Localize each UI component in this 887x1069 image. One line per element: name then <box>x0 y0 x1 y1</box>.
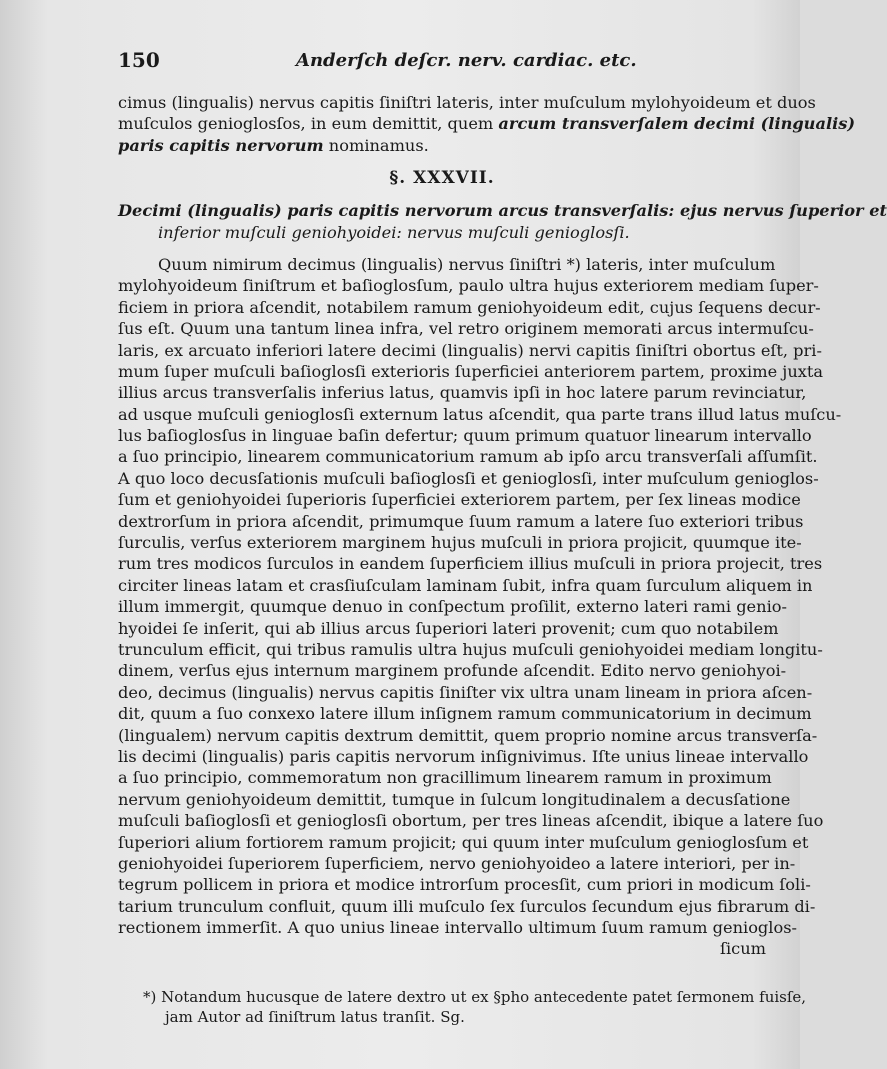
body-line: tarium trunculum confluit, quum illi muſculo ſex ſurculos ſecundum ejus fibrarum di- <box>118 896 816 916</box>
intro-line-2 <box>118 113 856 134</box>
footnote <box>143 987 807 1027</box>
body-line: rum tres modicos ſurculos in eandem ſuperficiem illius muſculi in priora projecit, tres <box>118 554 823 574</box>
body-line: A quo loco decusſationis muſculi baſioglosſi et genioglosſi, inter muſculum genioglos- <box>118 468 819 488</box>
page-header <box>118 48 718 78</box>
body-line: dinem, verſus ejus internum marginem profunde aſcendit. Edito nervo geniohyoi- <box>118 661 787 681</box>
intro-line-3 <box>118 135 766 156</box>
body-line: a ſuo principio, commemoratum non gracillimum linearem ramum in proximum <box>118 768 772 788</box>
body-line: illum immergit, quumque denuo in conſpectum proſilit, externo lateri rami genio- <box>118 597 787 617</box>
intro-line-3-italic: paris capitis nervorum <box>118 135 324 155</box>
body-line: illius arcus transverſalis inferius latus, quamvis ipſi in hoc latere parum revinciatur, <box>118 383 807 403</box>
body-line: laris, ex arcuato inferiori latere decimi (lingualis) nervi capitis ſiniſtri obortus eſt, pri- <box>118 340 822 360</box>
body-line: Quum nimirum decimus (lingualis) nervus ſiniſtri *) lateris, inter muſculum <box>158 254 776 274</box>
body-line: ſum et geniohyoidei ſuperioris ſuperficiei exteriorem partem, per ſex lineas modice <box>118 490 801 510</box>
body-line: ficiem in priora aſcendit, notabilem ramum geniohyoideum edit, cujus ſequens decur- <box>118 297 821 317</box>
body-line: ad usque muſculi genioglosſi externum latus aſcendit, qua parte trans illud latus muſcu- <box>118 404 842 424</box>
body-line: mylohyoideum ſiniſtrum et baſioglosſum, paulo ultra hujus exteriorem mediam ſuper- <box>118 276 819 296</box>
body-line: a ſuo principio, linearem communicatorium ramum ab ipſo arcu transverſali aſſumſit. <box>118 447 818 467</box>
intro-line-1: cimus (lingualis) nervus capitis ſiniſtri lateris, inter muſculum mylohyoideum et duos <box>118 93 816 112</box>
body-line: ſuperiori alium fortiorem ramum projicit; qui quum inter muſculum genioglosſum et <box>118 832 809 852</box>
intro-line-3-plain: nominamus. <box>323 135 429 155</box>
section-subtitle-line-1: Decimi (lingualis) paris capitis nervorum arcus transverſalis: ejus nervus ſuperior et <box>118 201 887 221</box>
body-paragraph <box>118 254 842 939</box>
body-line: ſus eſt. Quum una tantum linea infra, vel retro originem memorati arcus intermuſcu- <box>118 319 814 339</box>
body-line: hyoidei ſe inſerit, qui ab illius arcus ſuperiori lateri provenit; cum quo notabilem <box>118 618 779 638</box>
body-line: dextrorſum in priora aſcendit, primumque ſuum ramum a latere ſuo exteriori tribus <box>118 511 804 531</box>
body-line: lus baſioglosſus in linguae baſin defertur; quum primum quatuor linearum intervallo <box>118 426 812 446</box>
intro-line-2-plain: muſculos genioglosſos, in eum demittit, quem <box>118 114 499 134</box>
body-line: trunculum efficit, qui tribus ramulis ultra hujus muſculi geniohyoidei mediam longitu- <box>118 639 823 659</box>
section-subtitle-line-2: inferior muſculi geniohyoidei: nervus muſculi genioglosſi. <box>158 222 630 242</box>
body-line: (lingualem) nervum capitis dextrum demittit, quem proprio nomine arcus transverſa- <box>118 725 818 745</box>
footnote-line-2: jam Autor ad ſiniſtrum latus tranſit. Sg. <box>165 1008 465 1026</box>
body-line: deo, decimus (lingualis) nervus capitis ſiniſter vix ultra unam lineam in priora aſcen- <box>118 682 813 702</box>
footnote-line-1: *) Notandum hucusque de latere dextro ut ex §pho antecedente patet ſermonem fuisſe, <box>143 988 807 1006</box>
body-line: geniohyoidei ſuperiorem ſuperficiem, nervo geniohyoideo a latere interiori, per in- <box>118 853 796 873</box>
section-heading: §. XXXVII. <box>389 168 495 189</box>
body-line: tegrum pollicem in priora et modice introrſum procesſit, cum priori in modicum ſoli- <box>118 875 811 895</box>
body-line: ſurculis, verſus exteriorem marginem hujus muſculi in priora projicit, quumque ite- <box>118 533 802 553</box>
body-line: dit, quum a ſuo conxexo latere illum inſignem ramum communicatorium in decimum <box>118 704 812 724</box>
body-line: nervum geniohyoideum demittit, tumque in ſulcum longitudinalem a decusſatione <box>118 789 791 809</box>
page-content <box>118 92 887 960</box>
body-line: muſculi baſioglosſi et genioglosſi obortum, per tres lineas aſcendit, ibique a latere ſuo <box>118 811 824 831</box>
body-line: circiter lineas latam et crasſiuſculam laminam ſubit, infra quam ſurculum aliquem in <box>118 575 813 595</box>
intro-line-2-italic: arcum transverſalem decimi (lingualis) <box>498 114 856 134</box>
running-head: Anderſch deſcr. nerv. cardiac. etc. <box>296 50 637 71</box>
body-line: rectionem immerſit. A quo unius lineae intervallo ultimum ſuum ramum genioglos- <box>118 918 797 938</box>
page-number: 150 <box>118 48 160 72</box>
body-line: mum ſuper muſculi baſioglosſi exterioris ſuperficiei anteriorem partem, proxime juxta <box>118 361 824 381</box>
body-line: lis decimi (lingualis) paris capitis nervorum inſignivimus. Iſte unius lineae intervallo <box>118 746 809 766</box>
catchword: ſicum <box>719 939 766 959</box>
